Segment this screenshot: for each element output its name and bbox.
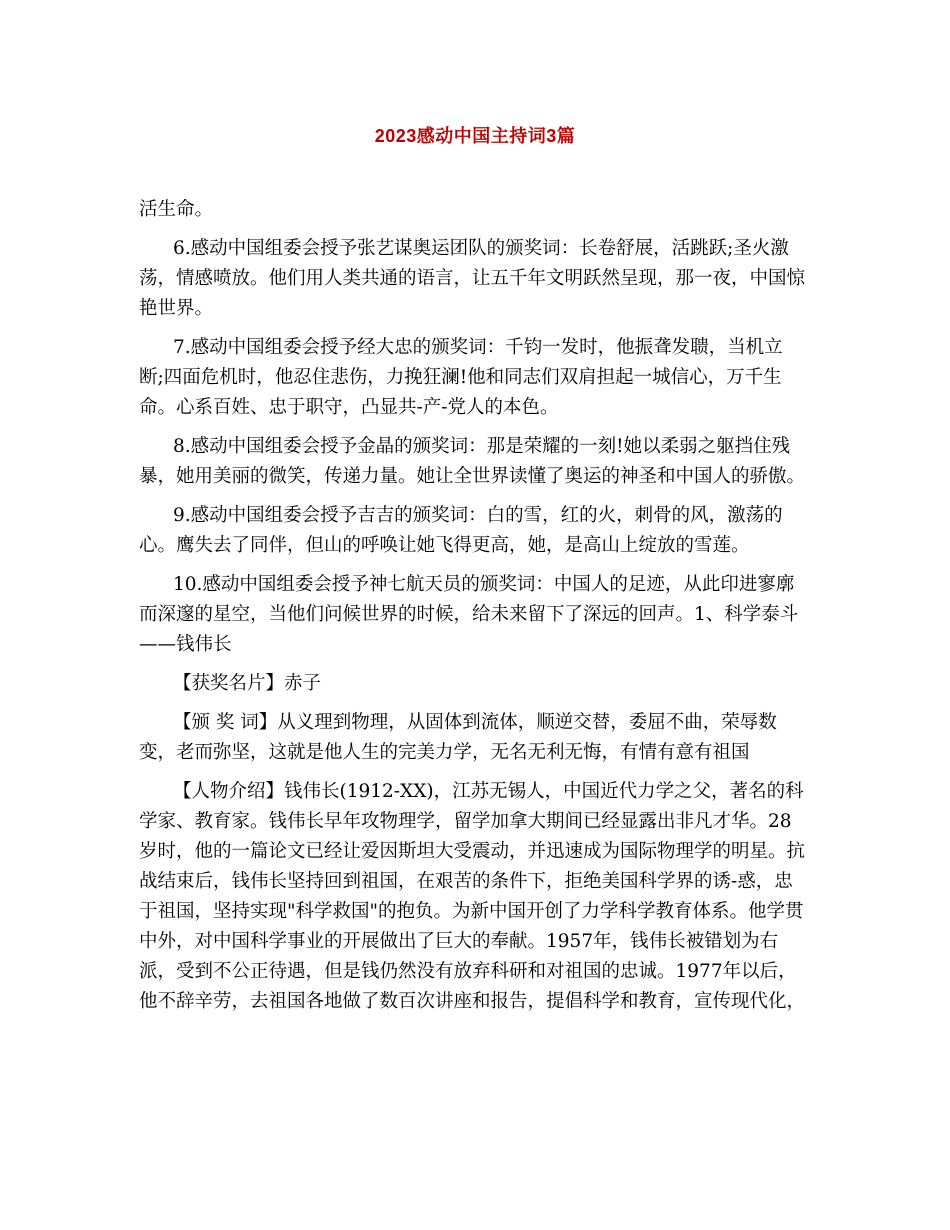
text-line: 心。鹰失去了同伴，但山的呼唤让她飞得更高，她，是高山上绽放的雪莲。 (139, 535, 750, 556)
text-line: 他不辞辛劳，去祖国各地做了数百次讲座和报告，提倡科学和教育，宣传现代化， (139, 991, 806, 1012)
text-line: 断;四面危机时，他忍住悲伤，力挽狂澜!他和同志们双肩担起一城信心，万千生 (139, 367, 782, 388)
text-line: 学家、教育家。钱伟长早年攻物理学，留学加拿大期间已经显露出非凡才华。28 (139, 811, 792, 832)
text-line: ——钱伟长 (139, 634, 232, 655)
paragraph-gap (139, 660, 813, 669)
text-line: 艳世界。 (139, 298, 214, 319)
paragraph-gap (139, 768, 813, 777)
paragraph-gap (139, 699, 813, 708)
text-line: 而深邃的星空，当他们问候世界的时候，给未来留下了深远的回声。1、科学泰斗 (139, 604, 799, 625)
text-line: 岁时，他的一篇论文已经让爱因斯坦大受震动，并迅速成为国际物理学的明星。抗 (139, 841, 806, 862)
text-line: 【获奖名片】赤子 (173, 673, 322, 694)
text-line: 中外，对中国科学事业的开展做出了巨大的奉献。1957年，钱伟长被错划为右 (139, 931, 779, 952)
paragraph-gap (139, 324, 813, 333)
paragraph (139, 777, 813, 1017)
text-line: 9.感动中国组委会授予吉吉的颁奖词：白的雪，红的火，刺骨的风，激荡的 (173, 505, 783, 526)
paragraph-gap (139, 423, 813, 432)
paragraph-gap (139, 225, 813, 234)
paragraph (139, 501, 813, 561)
text-line: 【人物介绍】钱伟长(1912-XX)，江苏无锡人，中国近代力学之父，著名的科 (173, 781, 804, 802)
paragraph (139, 570, 813, 660)
text-line: 于祖国，坚持实现"科学救国"的抱负。为新中国开创了力学科学教育体系。他学贯 (139, 901, 804, 922)
text-line: 暴，她用美丽的微笑，传递力量。她让全世界读懂了奥运的神圣和中国人的骄傲。 (139, 466, 806, 487)
text-line: 【颁 奖 词】从义理到物理，从固体到流体，顺逆交替，委屈不曲，荣辱数 (173, 712, 777, 733)
paragraph (139, 234, 813, 324)
document-title: 2023感动中国主持词3篇 (374, 126, 576, 146)
document-body (139, 195, 813, 1017)
text-line: 7.感动中国组委会授予经大忠的颁奖词：千钧一发时，他振聋发聩，当机立 (173, 337, 783, 358)
text-line: 10.感动中国组委会授予神七航天员的颁奖词：中国人的足迹，从此印进寥廓 (173, 574, 795, 595)
text-line: 荡，情感喷放。他们用人类共通的语言，让五千年文明跃然呈现，那一夜，中国惊 (139, 268, 806, 289)
text-line: 命。心系百姓、忠于职守，凸显共-产-党人的本色。 (139, 397, 559, 418)
text-line: 活生命。 (139, 199, 214, 220)
paragraph (139, 195, 813, 225)
text-line: 变，老而弥坚，这就是他人生的完美力学，无名无利无悔，有情有意有祖国 (139, 742, 750, 763)
paragraph (139, 708, 813, 768)
paragraph (139, 432, 813, 492)
text-line: 派，受到不公正待遇，但是钱仍然没有放弃科研和对祖国的忠诚。1977年以后， (139, 961, 797, 982)
paragraph-gap (139, 561, 813, 570)
text-line: 战结束后，钱伟长坚持回到祖国，在艰苦的条件下，拒绝美国科学界的诱-惑，忠 (139, 871, 793, 892)
text-line: 6.感动中国组委会授予张艺谋奥运团队的颁奖词：长卷舒展，活跳跃;圣火激 (173, 238, 789, 259)
paragraph-gap (139, 492, 813, 501)
paragraph (139, 669, 813, 699)
text-line: 8.感动中国组委会授予金晶的颁奖词：那是荣耀的一刻!她以柔弱之躯挡住残 (173, 436, 791, 457)
paragraph (139, 333, 813, 423)
